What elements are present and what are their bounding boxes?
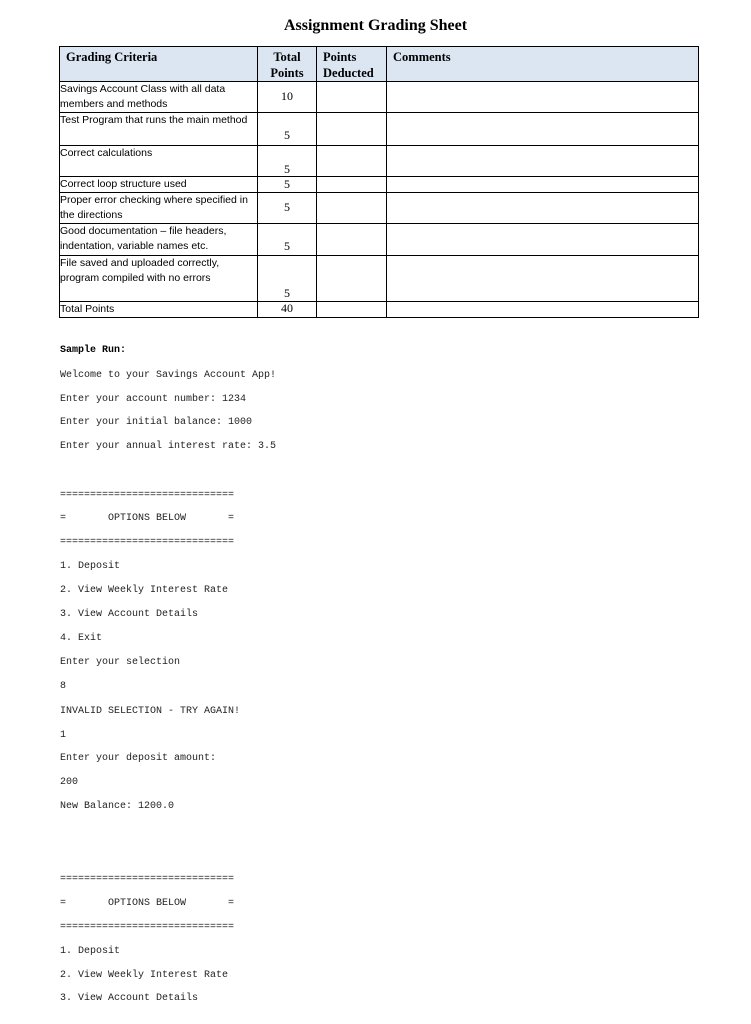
- points-value: 40: [281, 301, 293, 315]
- points-value: 5: [284, 177, 290, 191]
- deducted-cell: [317, 193, 387, 224]
- console-line: 1: [60, 730, 67, 741]
- page-title: Assignment Grading Sheet: [283, 17, 468, 34]
- points-value: 5: [284, 128, 290, 142]
- table-header-row: [60, 47, 699, 82]
- deducted-cell: [317, 177, 387, 193]
- points-value: 5: [284, 162, 290, 176]
- deducted-cell: [317, 302, 387, 318]
- table-row: [60, 113, 699, 146]
- console-line: New Balance: 1200.0: [60, 801, 175, 812]
- table-row: [60, 146, 699, 177]
- points-cell: [258, 193, 317, 224]
- header-deducted-line1: Points: [323, 50, 357, 64]
- deducted-cell: [317, 82, 387, 113]
- console-line: 3. View Account Details: [60, 609, 199, 620]
- header-total-line2: Points: [270, 66, 304, 80]
- header-total-line1: Total: [273, 50, 301, 64]
- console-line: =============================: [60, 922, 235, 933]
- console-line: 8: [60, 681, 67, 692]
- points-cell: [258, 82, 317, 113]
- console-line: 4. Exit: [60, 633, 103, 644]
- console-line: Enter your initial balance: 1000: [60, 417, 253, 428]
- points-cell: [258, 224, 317, 256]
- criteria-cell: Correct calculations: [60, 146, 258, 177]
- console-line: Welcome to your Savings Account App!: [60, 370, 277, 381]
- comments-cell: [387, 224, 699, 256]
- comments-cell: [387, 177, 699, 193]
- criteria-cell: Proper error checking where specified in the directions: [60, 193, 258, 224]
- comments-cell: [387, 256, 699, 302]
- console-line: =============================: [60, 490, 235, 501]
- comments-cell: [387, 146, 699, 177]
- header-deducted-line2: Deducted: [323, 66, 374, 80]
- deducted-cell: [317, 146, 387, 177]
- criteria-cell: Total Points: [60, 302, 258, 318]
- console-line: 1. Deposit: [60, 946, 121, 957]
- header-comments: Comments: [387, 47, 699, 82]
- points-value: 5: [284, 286, 290, 300]
- table-row: [60, 224, 699, 256]
- console-line: =============================: [60, 874, 235, 885]
- console-line: 200: [60, 777, 79, 788]
- console-line: = OPTIONS BELOW =: [60, 513, 235, 524]
- points-cell: [258, 302, 317, 318]
- table-row: [60, 256, 699, 302]
- console-line: 2. View Weekly Interest Rate: [60, 585, 229, 596]
- comments-cell: [387, 82, 699, 113]
- table-row-total: [60, 302, 699, 318]
- console-line: Enter your selection: [60, 657, 181, 668]
- console-line: Enter your account number: 1234: [60, 394, 247, 405]
- table-row: [60, 177, 699, 193]
- header-grading-criteria: Grading Criteria: [60, 47, 258, 82]
- console-line: 1. Deposit: [60, 561, 121, 572]
- console-line: 3. View Account Details: [60, 993, 199, 1004]
- criteria-cell: File saved and uploaded correctly, program compiled with no errors: [60, 256, 258, 302]
- criteria-cell: Good documentation – file headers, indentation, variable names etc.: [60, 224, 258, 256]
- points-value: 5: [284, 239, 290, 253]
- header-total-points: [258, 47, 317, 82]
- console-line: = OPTIONS BELOW =: [60, 898, 235, 909]
- deducted-cell: [317, 256, 387, 302]
- console-line: =============================: [60, 537, 235, 548]
- console-line: 2. View Weekly Interest Rate: [60, 970, 229, 981]
- sample-run-heading: Sample Run:: [60, 345, 127, 356]
- console-line: Enter your annual interest rate: 3.5: [60, 441, 277, 452]
- comments-cell: [387, 302, 699, 318]
- points-cell: [258, 146, 317, 177]
- console-line: Enter your deposit amount:: [60, 753, 217, 764]
- deducted-cell: [317, 113, 387, 146]
- criteria-cell: Correct loop structure used: [60, 177, 258, 193]
- table-row: [60, 193, 699, 224]
- comments-cell: [387, 113, 699, 146]
- criteria-cell: Savings Account Class with all data members and methods: [60, 82, 258, 113]
- console-line: INVALID SELECTION - TRY AGAIN!: [60, 706, 241, 717]
- points-cell: [258, 256, 317, 302]
- grading-table: [59, 46, 699, 318]
- criteria-cell: Test Program that runs the main method: [60, 113, 258, 146]
- header-points-deducted: [317, 47, 387, 82]
- comments-cell: [387, 193, 699, 224]
- points-value: 5: [284, 200, 290, 214]
- deducted-cell: [317, 224, 387, 256]
- table-row: [60, 82, 699, 113]
- points-cell: [258, 113, 317, 146]
- points-cell: [258, 177, 317, 193]
- points-value: 10: [281, 89, 293, 103]
